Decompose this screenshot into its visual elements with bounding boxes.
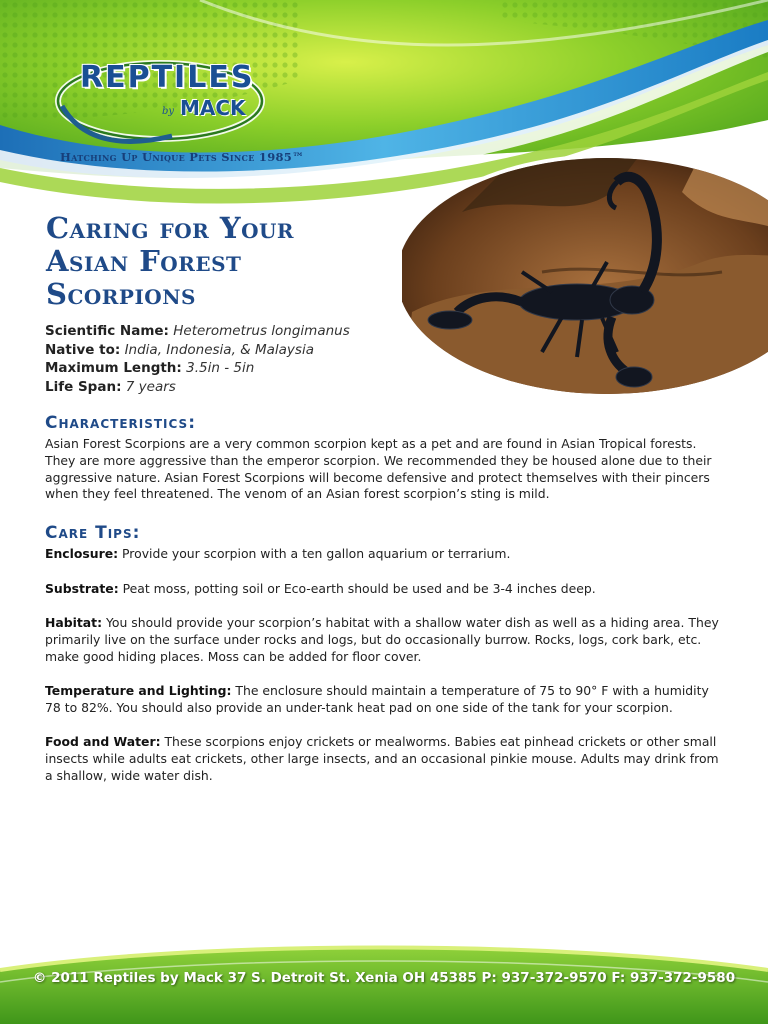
care-tip-label: Enclosure <box>45 546 114 561</box>
care-tip-temperature-lighting: Temperature and Lighting: The enclosure should maintain a temperature of 75 to 90° F with a humidity 78 to 82%. You should also provide an under-tank heat pad on one side of the tank for your scorpion. <box>45 683 709 715</box>
fact-maximum-length: Maximum Length: 3.5in - 5in <box>45 360 255 376</box>
care-tip-label: Substrate <box>45 581 114 596</box>
logo-wordmark: REPTILES <box>80 60 255 95</box>
fact-value: Heterometrus longimanus <box>173 323 350 339</box>
species-facts <box>45 322 350 396</box>
care-tip-text: Peat moss, potting soil or Eco-earth should be used and be 3-4 inches deep. <box>122 581 596 596</box>
fact-value: 3.5in - 5in <box>186 360 255 376</box>
care-tip-text: Provide your scorpion with a ten gallon aquarium or terrarium. <box>122 546 511 561</box>
scorpion-photo <box>402 152 768 400</box>
tagline: Hatching Up Unique Pets Since 1985™ <box>60 150 304 164</box>
fact-label: Native to <box>45 341 115 358</box>
logo-mack: MACK <box>180 96 246 120</box>
fact-value: 7 years <box>125 378 176 395</box>
care-tip-text: You should provide your scorpion’s habitat with a shallow water dish as well as a hiding area. They primarily live on the surface under rocks and logs, but do occasionally burrow. Rocks, logs, cork bark, etc. make good hiding places. Moss can be added for floor cover. <box>45 615 719 664</box>
care-tip-enclosure: Enclosure: Provide your scorpion with a ten gallon aquarium or terrarium. <box>45 546 511 561</box>
care-tip-label: Habitat <box>45 615 98 630</box>
care-tip-food-water: Food and Water: These scorpions enjoy crickets or mealworms. Babies eat pinhead crickets or other small insects while adults eat crickets, other large insects, and an occasional pinkie mouse. Adults may drink from a shallow, wide water dish. <box>45 734 719 783</box>
logo <box>52 56 272 156</box>
fact-value: India, Indonesia, & Malaysia <box>124 341 314 358</box>
fact-life-span: Life Span: 7 years <box>45 378 176 395</box>
care-tip-text: The enclosure should maintain a temperature of 75 to 90° F with a humidity 78 to 82%. You should also provide an under-tank heat pad on one side of the tank for your scorpion. <box>45 683 709 715</box>
care-tip-text: These scorpions enjoy crickets or mealworms. Babies eat pinhead crickets or other small insects while adults eat crickets, other large insects, and an occasional pinkie mouse. Adults may drink from a shallow, wide water dish. <box>45 734 719 783</box>
characteristics-text: Asian Forest Scorpions are a very common scorpion kept as a pet and are found in Asian Tropical forests. They are more aggressive than the emperor scorpion. We recommended they be housed alone due to their aggressive nature. Asian Forest Scorpions will become defensive and protect themselves with their pincers when they feel threatened. The venom of an Asian forest scorpion’s sting is mild. <box>45 436 712 502</box>
fact-scientific-name: Scientific Name: Heterometrus longimanus <box>45 323 350 339</box>
fact-native-to: Native to: India, Indonesia, & Malaysia <box>45 341 314 358</box>
care-tip-label: Food and Water <box>45 734 156 749</box>
logo-by: by <box>162 106 175 117</box>
footer-contact: © 2011 Reptiles by Mack 37 S. Detroit St. Xenia OH 45385 P: 937-372-9570 F: 937-372-9580 <box>32 970 736 986</box>
care-tips-heading: Care Tips: <box>45 523 141 543</box>
characteristics-heading: Characteristics: <box>45 413 196 433</box>
fact-label: Life Span <box>45 378 117 395</box>
care-tip-habitat: Habitat: You should provide your scorpion’s habitat with a shallow water dish as well as a hiding area. They primarily live on the surface under rocks and logs, but do occasionally burrow. Rocks, logs, cork bark, etc. make good hiding places. Moss can be added for floor cover. <box>45 615 719 664</box>
page-title: Caring for Your Asian Forest Scorpions <box>46 211 295 311</box>
fact-label: Scientific Name <box>45 323 164 339</box>
fact-label: Maximum Length <box>45 360 177 376</box>
care-tip-label: Temperature and Lighting <box>45 683 227 698</box>
care-tip-substrate: Substrate: Peat moss, potting soil or Eco-earth should be used and be 3-4 inches deep. <box>45 581 596 596</box>
